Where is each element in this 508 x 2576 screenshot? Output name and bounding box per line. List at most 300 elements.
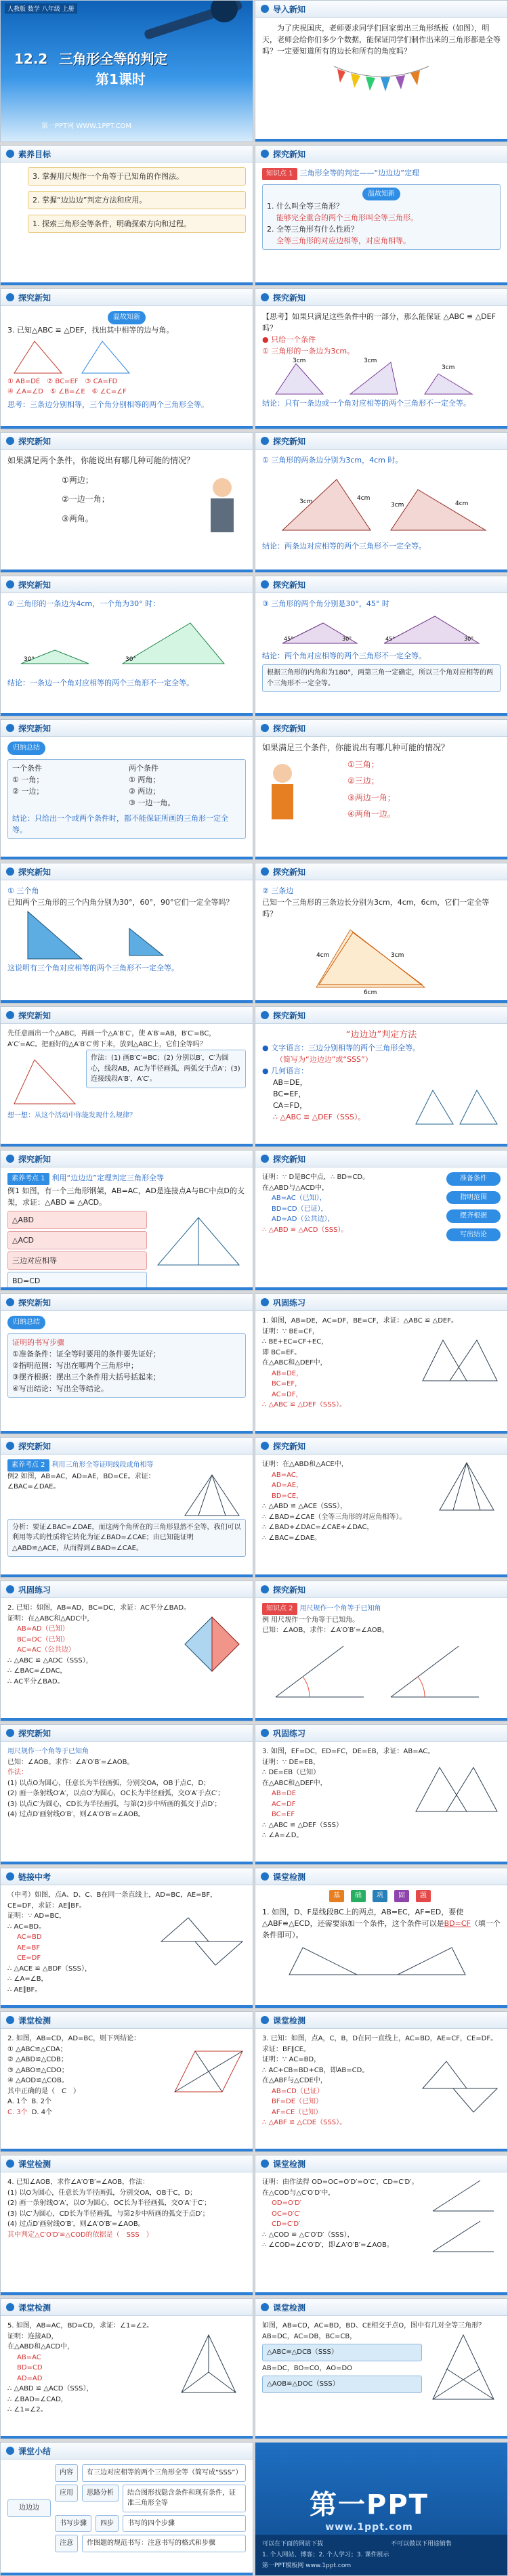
s14-item: ② 三条边 — [262, 886, 294, 895]
slide-stripe — [1, 1000, 253, 1003]
header-dot-icon — [261, 1872, 269, 1881]
s29-o2: ② △ABD≌△CDB； — [7, 2056, 68, 2063]
practice-1-figure — [419, 1327, 501, 1388]
review-statement: 3. 已知△ABC ≌ △DEF，找出其中相等的边与角。 — [7, 325, 174, 335]
header-title: 探究新知 — [273, 580, 306, 590]
s25-st1: (1) 以点O为圆心，任意长为半径画弧，分别交OA，OB于点C，D； — [7, 1779, 211, 1787]
s12-o1: ①三角； — [347, 759, 379, 769]
end-footer — [255, 2535, 507, 2575]
slide-header — [255, 1581, 507, 1598]
s8-l3: 3cm — [391, 502, 404, 509]
slide-example-1[interactable] — [0, 1150, 253, 1291]
s28-blank: BD=CF — [444, 1918, 471, 1928]
slide-proof-steps[interactable] — [0, 1293, 253, 1434]
parallelogram-figure — [171, 2044, 246, 2099]
s23-c1: AB=AD（已知） — [17, 1625, 69, 1633]
slide-stripe — [1, 857, 253, 859]
truss-figure — [151, 1211, 246, 1272]
slide-exam-link[interactable] — [0, 1868, 253, 2009]
slide-stripe — [1, 2149, 253, 2151]
header-title: 巩固练习 — [273, 1729, 306, 1738]
slide-stripe — [255, 282, 507, 285]
three-condition-question: 如果满足三个条件，你能说出有哪几种可能的情况？ — [262, 743, 450, 752]
brand-logo — [310, 2483, 429, 2533]
slide-header — [1, 146, 253, 163]
header-title: 课堂检测 — [273, 2016, 306, 2025]
proof-2-figure — [433, 1459, 501, 1514]
s20-c2: BC=EF， — [272, 1380, 302, 1388]
s5-eq4: ④ ∠A=∠D — [7, 388, 43, 396]
s29-o3: ③ △ABO≌△CDO； — [7, 2066, 68, 2074]
s32-p1: 证明：由作法得 OD=OC=O′D′=O′C′，CD=C′D′。 — [262, 2178, 419, 2186]
review-q2: 2. 全等三角形有什么性质？ — [267, 225, 358, 234]
slide-test-5[interactable] — [0, 2298, 253, 2439]
s36-logo: 第一PPT — [310, 2489, 429, 2520]
example-2-analysis: 分析：要证∠BAC=∠DAE，而这两个角所在的三角形显然不全等，我们可以利用等式的性质将它转化为证∠BAD=∠CAE；由已知能证明△ABD≌△ACE，从而得到∠BAD=∠CAE。 — [7, 1519, 246, 1558]
s33-p1: 证明：连接AD， — [7, 2332, 58, 2340]
s29-d: D. 4个 — [31, 2108, 53, 2116]
sss-rule: ● 文字语言：三边分别相等的两个三角形全等。 — [262, 1044, 421, 1053]
publisher-label: 人教版 数学 八年级 上册 — [5, 3, 77, 14]
header-dot-icon — [6, 2160, 14, 2168]
s18-c3: AD=AD（公共边）， — [272, 1216, 335, 1223]
slide-stripe — [255, 426, 507, 429]
slide-sss-rule[interactable] — [255, 1006, 508, 1147]
slide-practice-2[interactable] — [0, 1581, 253, 1721]
slide-header — [1, 1294, 253, 1311]
s5-eq5: ⑤ ∠B=∠E — [50, 388, 85, 396]
s31-q: 4. 已知∠AOB，求作∠A′O′B′=∠AOB，作法： — [7, 2178, 150, 2186]
slide-three-conditions[interactable] — [255, 719, 508, 860]
s26-r2: ∴ ∠A=∠D。 — [262, 1832, 303, 1839]
slide-end[interactable] — [255, 2442, 508, 2576]
s30-c2: BF=DE（已知） — [272, 2098, 323, 2105]
header-dot-icon — [6, 437, 14, 445]
lesson-heading — [14, 48, 167, 68]
slide-header — [1, 2299, 253, 2316]
s23-r3: ∴ AC平分∠BAD。 — [7, 1677, 64, 1686]
slide-practice-1[interactable] — [255, 1293, 508, 1434]
review-pill: 温故知新 — [108, 311, 146, 324]
slide-three-angles[interactable] — [0, 863, 253, 1004]
two-angles-conclusion: 结论：两个角对应相等的两个三角形不一定全等。 — [262, 651, 426, 661]
draw-task: 先任意画出一个△ABC，再画一个△A′B′C′，使 A′B′=AB，B′C′=BC，A′C′=AC。把画好的△A′B′C′剪下来，放到△ABC上，它们全等吗？ — [7, 1030, 216, 1048]
header-title: 课堂小结 — [18, 2447, 51, 2456]
s22-c2: AD=AE， — [272, 1482, 303, 1489]
s33-c1: AB=AC — [17, 2353, 41, 2361]
s28-tail: （填一个条件即可）。 — [262, 1918, 501, 1939]
s8-l1: 3cm — [299, 498, 313, 506]
slide-stripe — [1, 1287, 253, 1290]
slide-header — [1, 1438, 253, 1455]
header-title: 探究新知 — [18, 1155, 51, 1164]
s35-b2t: 思路分析 — [82, 2485, 119, 2502]
slide-test-4[interactable] — [0, 2155, 253, 2296]
s16-sym: ● 几何语言： — [262, 1067, 309, 1076]
header-dot-icon — [6, 1729, 14, 1737]
s27-c1: AC=BD — [17, 1933, 42, 1941]
s22-r2: ∴ ∠BAD=∠CAE（全等三角形的对应角相等）。 — [262, 1513, 406, 1521]
s24-q: 例 用尺规作一个角等于已知角。 — [262, 1616, 360, 1624]
s34-c1: AB=DC，BO=CO，AO=DO — [262, 2364, 353, 2372]
goal-1: 1. 探索三角形全等条件，明确探索方向和过程。 — [28, 215, 246, 233]
badge-row: 基 础 巩 固 题 — [262, 1890, 501, 1902]
slide-header — [1, 720, 253, 737]
header-title: 探究新知 — [18, 1298, 51, 1308]
header-dot-icon — [6, 2016, 14, 2024]
slide-side-angle[interactable] — [0, 576, 253, 716]
header-title: 探究新知 — [18, 1011, 51, 1021]
s20-result: ∴ △ABC ≌ △DEF（SSS）。 — [262, 1401, 346, 1409]
slide-stripe — [1, 1718, 253, 1721]
slide-header — [255, 1438, 507, 1455]
s31-st1: (1) 以O为圆心，任意长为半径画弧，分别交OA，OB于C，D； — [7, 2189, 197, 2197]
slide-stripe — [255, 857, 507, 859]
s27-r2: ∴ ∠A=∠B， — [7, 1975, 48, 1983]
header-title: 探究新知 — [18, 1729, 51, 1738]
side-angle-conclusion: 结论：一条边一个角对应相等的两个三角形不一定全等。 — [7, 679, 194, 688]
header-dot-icon — [6, 2447, 14, 2455]
practice-1-question: 1. 如图，AB=DE，AC=DF，BE=CF，求证：△ABC ≌ △DEF。 — [262, 1317, 458, 1325]
s26-c2: AC=DF — [272, 1800, 296, 1808]
s22-p1: 证明：在△ABD和△ACE中， — [262, 1461, 348, 1468]
header-title: 探究新知 — [273, 1155, 306, 1164]
kite-figure — [178, 1614, 246, 1675]
header-title: 探究新知 — [18, 724, 51, 733]
s23-r1: ∴ △ABC ≌ △ADC（SSS）， — [7, 1656, 93, 1665]
s25-st3: (3) 以点C′为圆心，CD长为半径画弧，与第(2)步中所画的弧交于点D′； — [7, 1800, 221, 1808]
s32-c1: OD=O′D′ — [272, 2199, 302, 2207]
s27-p2: ∴ AC=BD。 — [7, 1923, 46, 1931]
set-squares-figure — [7, 908, 238, 962]
pen-illustration — [129, 1, 245, 55]
think-lead: 【思考】如果只满足这些条件中的一部分，那么能保证 △ABC ≌ △DEF 吗？ — [262, 312, 496, 333]
s31-st5: 其中判定△C′O′D′≌△COD的依据是（ SSS ） — [7, 2231, 153, 2239]
slide-header — [1, 1868, 253, 1885]
s11-col1: 一个条件 — [12, 763, 42, 773]
s19-st4: ④写出结论：写出全等结论。 — [12, 1383, 108, 1393]
slide-test-6[interactable] — [255, 2298, 508, 2439]
s36-site: www.1ppt.com — [325, 2522, 413, 2533]
s17-tag: 素养考点 1 — [7, 1173, 49, 1185]
slide-header — [255, 720, 507, 737]
s17-b4: BD=CD — [7, 1272, 147, 1290]
s33-r2: ∴ ∠BAD=∠CAD， — [7, 2395, 68, 2403]
s35-b2s: 结合图形找隐含条件和现有条件，证准三角形全等 — [123, 2485, 246, 2512]
two-angles-figure — [262, 609, 492, 650]
slide-header — [1, 863, 253, 880]
practice-3-figure — [412, 1757, 501, 1818]
s21-tag_title: 利用三角形全等证明线段或角相等 — [51, 1461, 154, 1469]
s26-c3: BC=EF — [272, 1811, 295, 1818]
review-q1: 1. 什么叫全等三角形？ — [267, 202, 343, 211]
slide-two-sides[interactable] — [255, 432, 508, 573]
header-dot-icon — [261, 1011, 269, 1019]
slide-header — [255, 2299, 507, 2316]
header-title: 探究新知 — [18, 437, 51, 446]
slide-header — [255, 576, 507, 593]
slide-proof-2[interactable] — [255, 1437, 508, 1578]
s33-c2: BD=CD — [17, 2364, 43, 2371]
header-title: 探究新知 — [18, 580, 51, 590]
s18-p2: 在△ABD与△ACD中， — [262, 1184, 329, 1192]
s29-o1: ① △ABC≌△CDA； — [7, 2045, 67, 2053]
side-angle-figure — [7, 609, 238, 677]
s32-r2: ∴ ∠COD=∠C′O′D′，即∠A′O′B′=∠AOB。 — [262, 2241, 394, 2249]
s5-eq3: ③ CA=FD — [85, 377, 118, 385]
s13-item: ① 三个角 — [7, 886, 39, 895]
slide-stripe — [255, 2149, 507, 2151]
s10-a4: 30° — [464, 636, 474, 643]
header-dot-icon — [6, 293, 14, 301]
slide-construct-angle[interactable] — [255, 1581, 508, 1721]
test-4-figure — [426, 2177, 501, 2258]
slide-stripe — [255, 570, 507, 572]
slide-header — [255, 289, 507, 306]
header-title: 素养目标 — [18, 150, 51, 159]
s20-p4: 在△ABC和△DEF中， — [262, 1359, 327, 1367]
s14-l3: 6cm — [364, 989, 377, 995]
s29-o4: ④ △AOD≌△COB。 — [7, 2077, 68, 2084]
slide-draw-task[interactable] — [0, 1006, 253, 1147]
s16-abbr: （简写为“边边边”或“SSS”） — [276, 1055, 373, 1065]
s11-r1a: 一角； — [21, 775, 44, 784]
header-dot-icon — [6, 1872, 14, 1881]
slide-stripe — [1, 1862, 253, 1864]
slide-header — [255, 1, 507, 18]
header-dot-icon — [261, 150, 269, 158]
s18-label4: 写出结论 — [446, 1228, 501, 1242]
s23-c3: AC=AC（公共边） — [17, 1646, 75, 1654]
s23-p1: 证明：在△ABC和△ADC中， — [7, 1614, 94, 1623]
s31-st2: (2) 画一条射线O′A′，以O′为圆心，OC长为半径画弧，交O′A′于C′； — [7, 2199, 211, 2207]
slide-stripe — [255, 1287, 507, 1290]
s22-r1: ∴ △ABD ≌ △ACE（SSS）， — [262, 1503, 347, 1510]
header-dot-icon — [261, 1298, 269, 1306]
slide-header — [1, 1151, 253, 1167]
s33-r1: ∴ △ABD ≌ △ACD（SSS）， — [7, 2385, 93, 2392]
header-title: 探究新知 — [273, 293, 306, 303]
practice-2-question: 2. 已知：如图，AB=AD，BC=DC，求证：AC平分∠BAD。 — [7, 1604, 191, 1612]
slide-intro[interactable] — [255, 0, 508, 142]
slide-header — [255, 1725, 507, 1742]
s18-label3: 摆齐根据 — [446, 1209, 501, 1223]
slide-header — [255, 2155, 507, 2172]
slide-test-3[interactable] — [255, 2011, 508, 2152]
s32-c3: CD=C′D′ — [272, 2220, 301, 2228]
s36-f2: 不可以做以下用途销售 — [391, 2541, 452, 2548]
s12-o2: ②三边； — [347, 776, 379, 786]
slide-header — [1, 289, 253, 306]
header-dot-icon — [6, 1298, 14, 1306]
slide-header — [1, 576, 253, 593]
slide-stripe — [1, 2436, 253, 2439]
s27-c3: CE=DF — [17, 1954, 41, 1962]
header-dot-icon — [6, 1155, 14, 1163]
s19-st3: ③摆齐根据：摆出三个条件用大括号括起来； — [12, 1372, 161, 1381]
slide-goals[interactable] — [0, 145, 253, 286]
header-dot-icon — [261, 1442, 269, 1450]
slide-header — [1, 1725, 253, 1742]
s16-c2: BC=EF， — [273, 1090, 306, 1099]
s31-st4: (4) 过点D′画射线O′B′，则∠A′O′B′=∠AOB。 — [7, 2220, 145, 2228]
angle-construction-figure — [262, 1636, 492, 1704]
header-title: 链接中考 — [18, 1872, 51, 1882]
s11-col2: 两个条件 — [129, 763, 158, 773]
s20-p2: ∴ BE+EC=CF+EC， — [262, 1338, 329, 1346]
s29-b: B. 2个 — [31, 2098, 51, 2105]
s10-a3: 45° — [385, 636, 396, 643]
slide-stripe — [255, 2005, 507, 2008]
s24-given: 已知：∠AOB，求作：∠A′O′B′=∠AOB。 — [262, 1627, 389, 1634]
s32-c2: OC=O′C′ — [272, 2210, 301, 2218]
header-dot-icon — [261, 1729, 269, 1737]
s26-p1: 证明：∵ DE=EB， — [262, 1758, 320, 1766]
slide-stripe — [1, 570, 253, 572]
s27-r1: ∴ △ACE ≌ △BDF（SSS）， — [7, 1965, 91, 1973]
slide-summary-1[interactable]: 探究新知 归纳总结 一个条件 两个条件 ① 一角； ① 两角； ② 一边； ② 两边； ③ 一边一角。 结论：只给出一个或两个条件时，都不能保证所画的三角形一定全等。 — [0, 719, 253, 860]
header-title: 课堂检测 — [18, 2016, 51, 2025]
s29-c: C. 3个 — [7, 2108, 28, 2116]
s34-p1: AB=DC，AC=DB，BC=CB， — [262, 2332, 357, 2340]
slide-header — [255, 433, 507, 450]
bunting-flags-icon — [331, 60, 432, 107]
slide-header — [1, 2443, 253, 2460]
s27-c2: AE=BF — [17, 1944, 41, 1952]
slide-stripe — [1, 282, 253, 285]
slide-stripe — [1, 1431, 253, 1434]
s29-q: 2. 如图，AB=CD，AD=BC，则下列结论： — [7, 2035, 141, 2042]
one-side-triangles-figure — [262, 357, 492, 398]
summary-pill: 归纳总结 — [7, 742, 45, 755]
s17-b1: △ABD — [7, 1211, 147, 1229]
slide-test-2[interactable] — [0, 2011, 253, 2152]
s35-b2: 应用 — [55, 2485, 78, 2502]
s25-title: 用尺规作一个角等于已知角 — [7, 1748, 89, 1755]
slide-header — [255, 2012, 507, 2029]
s30-result: ∴ △ABF ≌ △CDE（SSS）。 — [262, 2119, 347, 2126]
slide-construct-steps[interactable] — [0, 1724, 253, 1865]
slide-header — [1, 433, 253, 450]
s8-l4: 4cm — [455, 500, 469, 508]
example-2-question: 例2 如图，AB=AC，AD=AE，BD=CE。求证：∠BAC=∠DAE。 — [7, 1472, 155, 1490]
header-title: 课堂检测 — [18, 2160, 51, 2169]
s6-len3: 3cm — [442, 364, 455, 372]
s27-q: （中考）如图，点A、D、C、B在同一条直线上，AD=BC，AE=BF，CE=DF，求证：AE∥BF。 — [7, 1891, 217, 1910]
slide-header — [255, 146, 507, 163]
s29-q2: 其中正确的是（ C ） — [7, 2087, 80, 2095]
s32-r1: ∴ △COD ≌ △C′O′D′（SSS）， — [262, 2231, 354, 2239]
header-title: 探究新知 — [273, 724, 306, 733]
s32-p2: 在△COD与△C′O′D′中， — [262, 2189, 335, 2197]
test-6-figure — [426, 2332, 501, 2406]
s5-eq6: ⑥ ∠C=∠F — [91, 388, 127, 396]
s23-r2: ∴ ∠BAC=∠DAC， — [7, 1667, 67, 1675]
s35-b4: 注意 — [55, 2535, 78, 2552]
s25-given: 已知：∠AOB。求作：∠A′O′B′=∠AOB。 — [7, 1758, 134, 1766]
two-sides-figure — [262, 466, 492, 540]
s30-p1: 证明：∵ AC=BD， — [262, 2056, 321, 2063]
s11-r2c: 一边一角。 — [137, 798, 175, 807]
s35-b3t: 四步 — [96, 2515, 119, 2533]
slide-practice-3[interactable] — [255, 1724, 508, 1865]
s21-tag: 素养考点 2 — [7, 1459, 49, 1472]
side-angle-item: ② 三角形的一条边为4cm，一个角为30° 时： — [7, 599, 161, 608]
s9-a2: 30° — [125, 656, 136, 664]
two-sides-conclusion: 结论：两条边对应相等的两个三角形不一定全等。 — [262, 542, 426, 551]
slide-review-2[interactable] — [0, 288, 253, 429]
draw-steps: 作法：(1) 画B′C′=BC；(2) 分别以B′，C′为圆心，线段AB，AC为半径画弧，两弧交于点A′；(3) 连接线段A′B′，A′C′。 — [86, 1050, 246, 1088]
test-1-figure — [262, 1941, 492, 1981]
draw-question: 想一想：从这个活动中你能发现什么规律？ — [7, 1112, 136, 1119]
s5-eq2: ② BC=EF — [47, 377, 79, 385]
s16-c1: AB=DE， — [273, 1078, 308, 1088]
triangle-abc-figure — [7, 1050, 82, 1111]
slide-cover[interactable] — [0, 0, 253, 142]
slide-two-angles[interactable] — [255, 576, 508, 716]
slide-stripe — [1, 2573, 253, 2575]
header-title: 探究新知 — [18, 867, 51, 877]
slide-test-4-proof[interactable] — [255, 2155, 508, 2296]
header-title: 探究新知 — [273, 867, 306, 877]
header-dot-icon — [261, 580, 269, 588]
slide-three-sides[interactable] — [255, 863, 508, 1004]
proof-steps-title: 证明的书写步骤 — [12, 1337, 64, 1347]
s30-p3: 在△ABF与△CDE中， — [262, 2077, 327, 2084]
slide-review[interactable] — [255, 145, 508, 286]
review-pill: 温故知新 — [362, 188, 400, 201]
slide-two-conditions[interactable] — [0, 432, 253, 573]
s30-c3: AF=CE（已知） — [272, 2108, 322, 2116]
review-conclusion: 思考：三条边分别相等，三个角分别相等的两个三角形全等。 — [7, 400, 209, 409]
lesson-title: 三角形全等的判定 — [59, 51, 168, 67]
slide-proof-1[interactable] — [255, 1150, 508, 1291]
slide-stripe — [255, 1144, 507, 1146]
s35-b5: 书写的四个步骤 — [123, 2515, 246, 2533]
proof-1-result: ∴ △ABD ≌ △ACD（SSS）。 — [262, 1226, 348, 1234]
header-dot-icon — [261, 724, 269, 732]
slide-stripe — [255, 1431, 507, 1434]
s17-tag_title: 利用“边边边”定理判定三角形全等 — [51, 1174, 164, 1182]
header-dot-icon — [261, 5, 269, 13]
header-dot-icon — [261, 867, 269, 876]
three-angles-text: 已知两个三角形的三个内角分别为30°，60°，90°它们一定全等吗？ — [7, 898, 234, 907]
slide-summary[interactable] — [0, 2442, 253, 2576]
s28-q: 1. 如图，D、F是线段BC上的两点，AB=EC，AF=ED，要使△ABF≌△ECD，还需要添加一个条件，这个条件可以是 — [262, 1907, 464, 1928]
slide-one-condition[interactable] — [255, 288, 508, 429]
s9-a1: 30° — [24, 656, 35, 664]
slide-header — [255, 863, 507, 880]
header-title: 巩固练习 — [273, 1298, 306, 1308]
slide-stripe — [255, 2436, 507, 2439]
s29-a: A. 1个 — [7, 2098, 28, 2105]
slide-stripe — [255, 1862, 507, 1864]
s11-r1b: 两角； — [137, 775, 161, 784]
two-condition-question: 如果满足两个条件，你能说出有哪几种可能的情况？ — [7, 456, 195, 465]
s35-b1t: 有三边对应相等的两个三角形全等（简写成“SSS”） — [82, 2464, 246, 2482]
summary-root: 边边边 — [7, 2499, 51, 2517]
s14-l2: 3cm — [391, 952, 404, 960]
s10-a1: 45° — [284, 636, 294, 643]
s19-st1: ①准备条件：证全等时要用的条件要先证好； — [12, 1349, 161, 1358]
slide-example-2[interactable] — [0, 1437, 253, 1578]
teacher-illustration — [198, 474, 246, 542]
slide-header — [1, 2012, 253, 2029]
s8-l2: 4cm — [357, 495, 371, 502]
slide-test-1[interactable] — [255, 1868, 508, 2009]
s35-b1: 内容 — [55, 2464, 78, 2482]
student-illustration — [262, 758, 303, 833]
